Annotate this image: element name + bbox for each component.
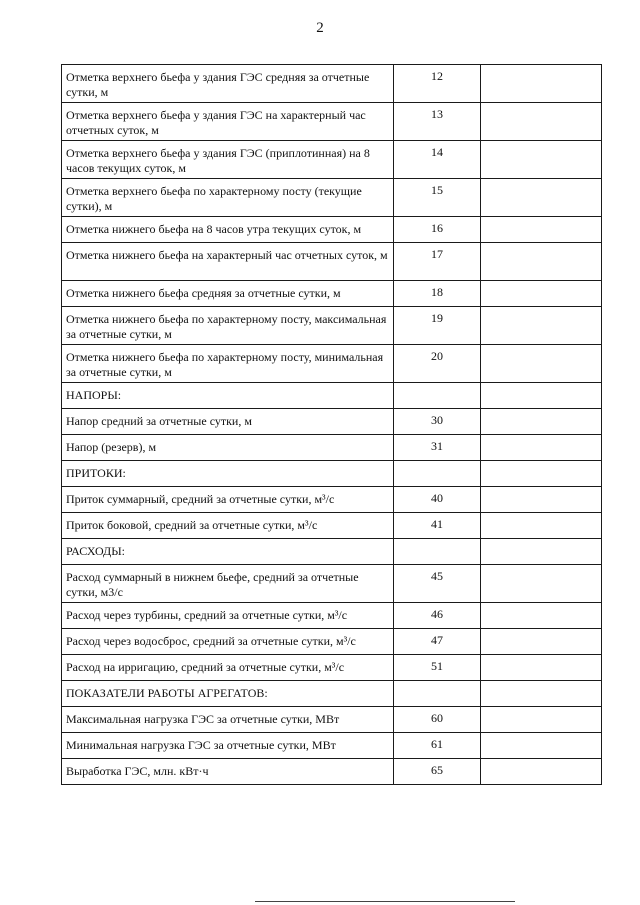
indicator-name-cell: Приток боковой, средний за отчетные сутки, м³/с (62, 513, 394, 539)
indicator-code-cell: 16 (394, 217, 481, 243)
indicator-value-cell[interactable] (481, 759, 602, 785)
indicator-code-cell: 17 (394, 243, 481, 281)
indicator-code-cell (394, 383, 481, 409)
indicator-value-cell[interactable] (481, 565, 602, 603)
indicator-code-cell: 14 (394, 141, 481, 179)
indicator-code-cell: 41 (394, 513, 481, 539)
indicator-name-cell: ПОКАЗАТЕЛИ РАБОТЫ АГРЕГАТОВ: (62, 681, 394, 707)
indicator-code-cell: 12 (394, 65, 481, 103)
indicator-name-cell: Выработка ГЭС, млн. кВт·ч (62, 759, 394, 785)
indicator-value-cell[interactable] (481, 243, 602, 281)
table-row (62, 461, 602, 487)
indicators-table-body (62, 65, 602, 785)
indicator-code-cell: 46 (394, 603, 481, 629)
indicator-code-cell: 60 (394, 707, 481, 733)
indicator-value-cell[interactable] (481, 487, 602, 513)
indicator-code-cell: 13 (394, 103, 481, 141)
indicator-name-cell: Максимальная нагрузка ГЭС за отчетные сутки, МВт (62, 707, 394, 733)
indicator-value-cell[interactable] (481, 103, 602, 141)
indicator-name-cell: Отметка нижнего бьефа на 8 часов утра текущих суток, м (62, 217, 394, 243)
table-row (62, 179, 602, 217)
table-row (62, 281, 602, 307)
table-row (62, 409, 602, 435)
indicator-value-cell[interactable] (481, 435, 602, 461)
indicator-name-cell: Отметка верхнего бьефа у здания ГЭС на характерный час отчетных суток, м (62, 103, 394, 141)
indicator-name-cell: Отметка нижнего бьефа по характерному посту, минимальная за отчетные сутки, м (62, 345, 394, 383)
table-row (62, 707, 602, 733)
table-row (62, 539, 602, 565)
indicator-value-cell[interactable] (481, 629, 602, 655)
table-row (62, 65, 602, 103)
indicator-code-cell: 31 (394, 435, 481, 461)
indicator-name-cell: Отметка верхнего бьефа у здания ГЭС средняя за отчетные сутки, м (62, 65, 394, 103)
indicator-value-cell[interactable] (481, 217, 602, 243)
indicator-name-cell: Расход на ирригацию, средний за отчетные сутки, м³/с (62, 655, 394, 681)
indicator-code-cell: 18 (394, 281, 481, 307)
indicator-code-cell (394, 461, 481, 487)
indicator-value-cell[interactable] (481, 281, 602, 307)
indicator-name-cell: ПРИТОКИ: (62, 461, 394, 487)
indicator-code-cell: 65 (394, 759, 481, 785)
indicator-name-cell: НАПОРЫ: (62, 383, 394, 409)
indicator-value-cell[interactable] (481, 383, 602, 409)
indicator-code-cell: 61 (394, 733, 481, 759)
page-number: 2 (316, 20, 324, 36)
indicator-value-cell[interactable] (481, 733, 602, 759)
indicator-code-cell (394, 539, 481, 565)
indicator-value-cell[interactable] (481, 461, 602, 487)
bottom-rule (255, 901, 515, 902)
indicator-name-cell: Отметка нижнего бьефа средняя за отчетные сутки, м (62, 281, 394, 307)
indicator-code-cell: 45 (394, 565, 481, 603)
indicator-value-cell[interactable] (481, 513, 602, 539)
indicator-name-cell: Расход через водосброс, средний за отчетные сутки, м³/с (62, 629, 394, 655)
table-row (62, 103, 602, 141)
indicator-name-cell: Отметка верхнего бьефа по характерному посту (текущие сутки), м (62, 179, 394, 217)
indicator-name-cell: Расход через турбины, средний за отчетные сутки, м³/с (62, 603, 394, 629)
indicator-name-cell: Отметка нижнего бьефа на характерный час отчетных суток, м (62, 243, 394, 281)
indicator-value-cell[interactable] (481, 307, 602, 345)
indicator-code-cell: 51 (394, 655, 481, 681)
indicator-value-cell[interactable] (481, 655, 602, 681)
indicator-code-cell: 30 (394, 409, 481, 435)
indicator-value-cell[interactable] (481, 409, 602, 435)
indicator-value-cell[interactable] (481, 539, 602, 565)
table-row (62, 681, 602, 707)
indicator-name-cell: Минимальная нагрузка ГЭС за отчетные сутки, МВт (62, 733, 394, 759)
table-row (62, 435, 602, 461)
table-row (62, 487, 602, 513)
table-row (62, 655, 602, 681)
indicator-value-cell[interactable] (481, 681, 602, 707)
table-row (62, 759, 602, 785)
indicator-code-cell: 40 (394, 487, 481, 513)
indicator-name-cell: Напор (резерв), м (62, 435, 394, 461)
table-row (62, 345, 602, 383)
indicator-code-cell: 19 (394, 307, 481, 345)
table-row (62, 513, 602, 539)
table-row (62, 243, 602, 281)
indicator-code-cell: 20 (394, 345, 481, 383)
indicator-value-cell[interactable] (481, 603, 602, 629)
table-row (62, 603, 602, 629)
indicator-value-cell[interactable] (481, 345, 602, 383)
table-row (62, 217, 602, 243)
indicator-value-cell[interactable] (481, 179, 602, 217)
indicator-name-cell: Отметка нижнего бьефа по характерному посту, максимальная за отчетные сутки, м (62, 307, 394, 345)
indicator-name-cell: Приток суммарный, средний за отчетные сутки, м³/с (62, 487, 394, 513)
indicator-name-cell: РАСХОДЫ: (62, 539, 394, 565)
indicator-name-cell: Отметка верхнего бьефа у здания ГЭС (приплотинная) на 8 часов текущих суток, м (62, 141, 394, 179)
table-row (62, 383, 602, 409)
table-row (62, 307, 602, 345)
indicator-code-cell (394, 681, 481, 707)
indicator-code-cell: 15 (394, 179, 481, 217)
table-row (62, 629, 602, 655)
table-row (62, 565, 602, 603)
indicator-code-cell: 47 (394, 629, 481, 655)
indicator-name-cell: Напор средний за отчетные сутки, м (62, 409, 394, 435)
indicator-value-cell[interactable] (481, 65, 602, 103)
table-row (62, 733, 602, 759)
table-row (62, 141, 602, 179)
indicator-value-cell[interactable] (481, 707, 602, 733)
indicator-name-cell: Расход суммарный в нижнем бьефе, средний за отчетные сутки, м3/с (62, 565, 394, 603)
indicators-table (61, 64, 602, 785)
indicator-value-cell[interactable] (481, 141, 602, 179)
